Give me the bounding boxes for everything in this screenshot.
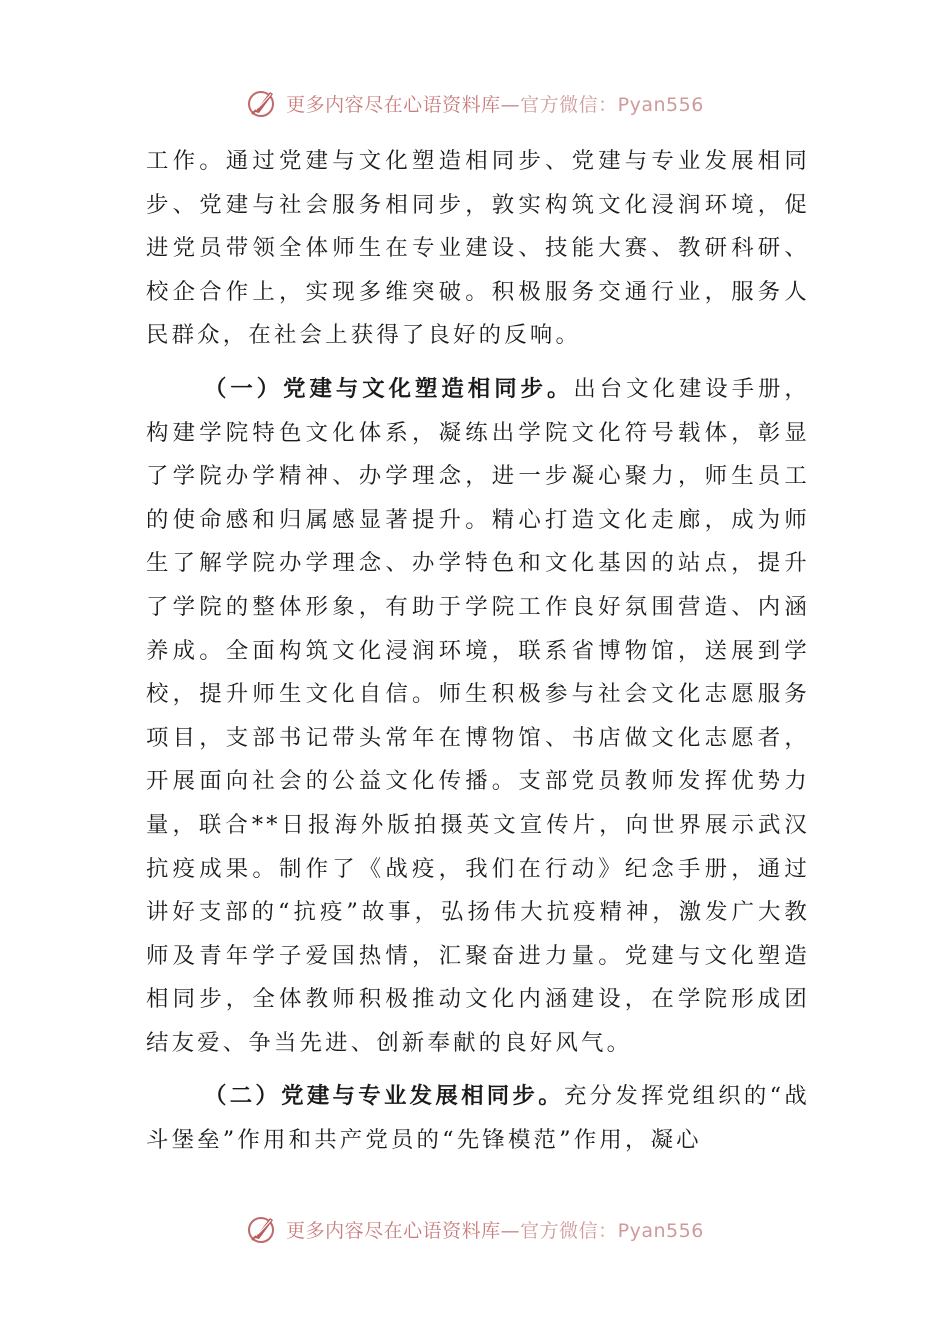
document-body <box>146 140 810 1163</box>
section-heading-culture: （一）党建与文化塑造相同步。 <box>204 375 574 402</box>
paragraph-culture: （一）党建与文化塑造相同步。出台文化建设手册，构建学院特色文化体系，凝练出学院文化符号载体，彰显了学院办学精神、办学理念，进一步凝心聚力，师生员工的使命感和归属感显著提升。精心打造文化走廊，成为师生了解学院办学理念、办学特色和文化基因的站点，提升了学院的整体形象，有助于学院工作良好氛围营造、内涵养成。全面构筑文化浸润环境，联系省博物馆，送展到学校，提升师生文化自信。师生积极参与社会文化志愿服务项目，支部书记带头常年在博物馆、书店做文化志愿者，开展面向社会的公益文化传播。支部党员教师发挥优势力量，联合**日报海外版拍摄英文宣传片，向世界展示武汉抗疫成果。制作了《战疫，我们在行动》纪念手册，通过讲好支部的“抗疫”故事，弘扬伟大抗疫精神，激发广大教师及青年学子爱国热情，汇聚奋进力量。党建与文化塑造相同步，全体教师积极推动文化内涵建设，在学院形成团结友爱、争当先进、创新奉献的良好风气。 <box>146 375 810 1056</box>
watermark-footer <box>0 1212 950 1246</box>
watermark-text: 更多内容尽在心语资料库—官方微信：Pyan556 <box>286 93 704 116</box>
section-heading-profession: （二）党建与专业发展相同步。 <box>204 1083 564 1110</box>
watermark-header <box>0 86 950 120</box>
quill-logo-icon <box>246 1212 280 1246</box>
paragraph-intro: 工作。通过党建与文化塑造相同步、党建与专业发展相同步、党建与社会服务相同步，敦实构筑文化浸润环境，促进党员带领全体师生在专业建设、技能大赛、教研科研、校企合作上，实现多维突破。积极服务交通行业，服务人民群众，在社会上获得了良好的反响。 <box>146 148 810 349</box>
paragraph-profession: （二）党建与专业发展相同步。充分发挥党组织的“战斗堡垒”作用和共产党员的“先锋模范”作用，凝心 <box>146 1083 810 1154</box>
quill-logo-icon <box>246 86 280 120</box>
watermark-text: 更多内容尽在心语资料库—官方微信：Pyan556 <box>286 1219 704 1242</box>
